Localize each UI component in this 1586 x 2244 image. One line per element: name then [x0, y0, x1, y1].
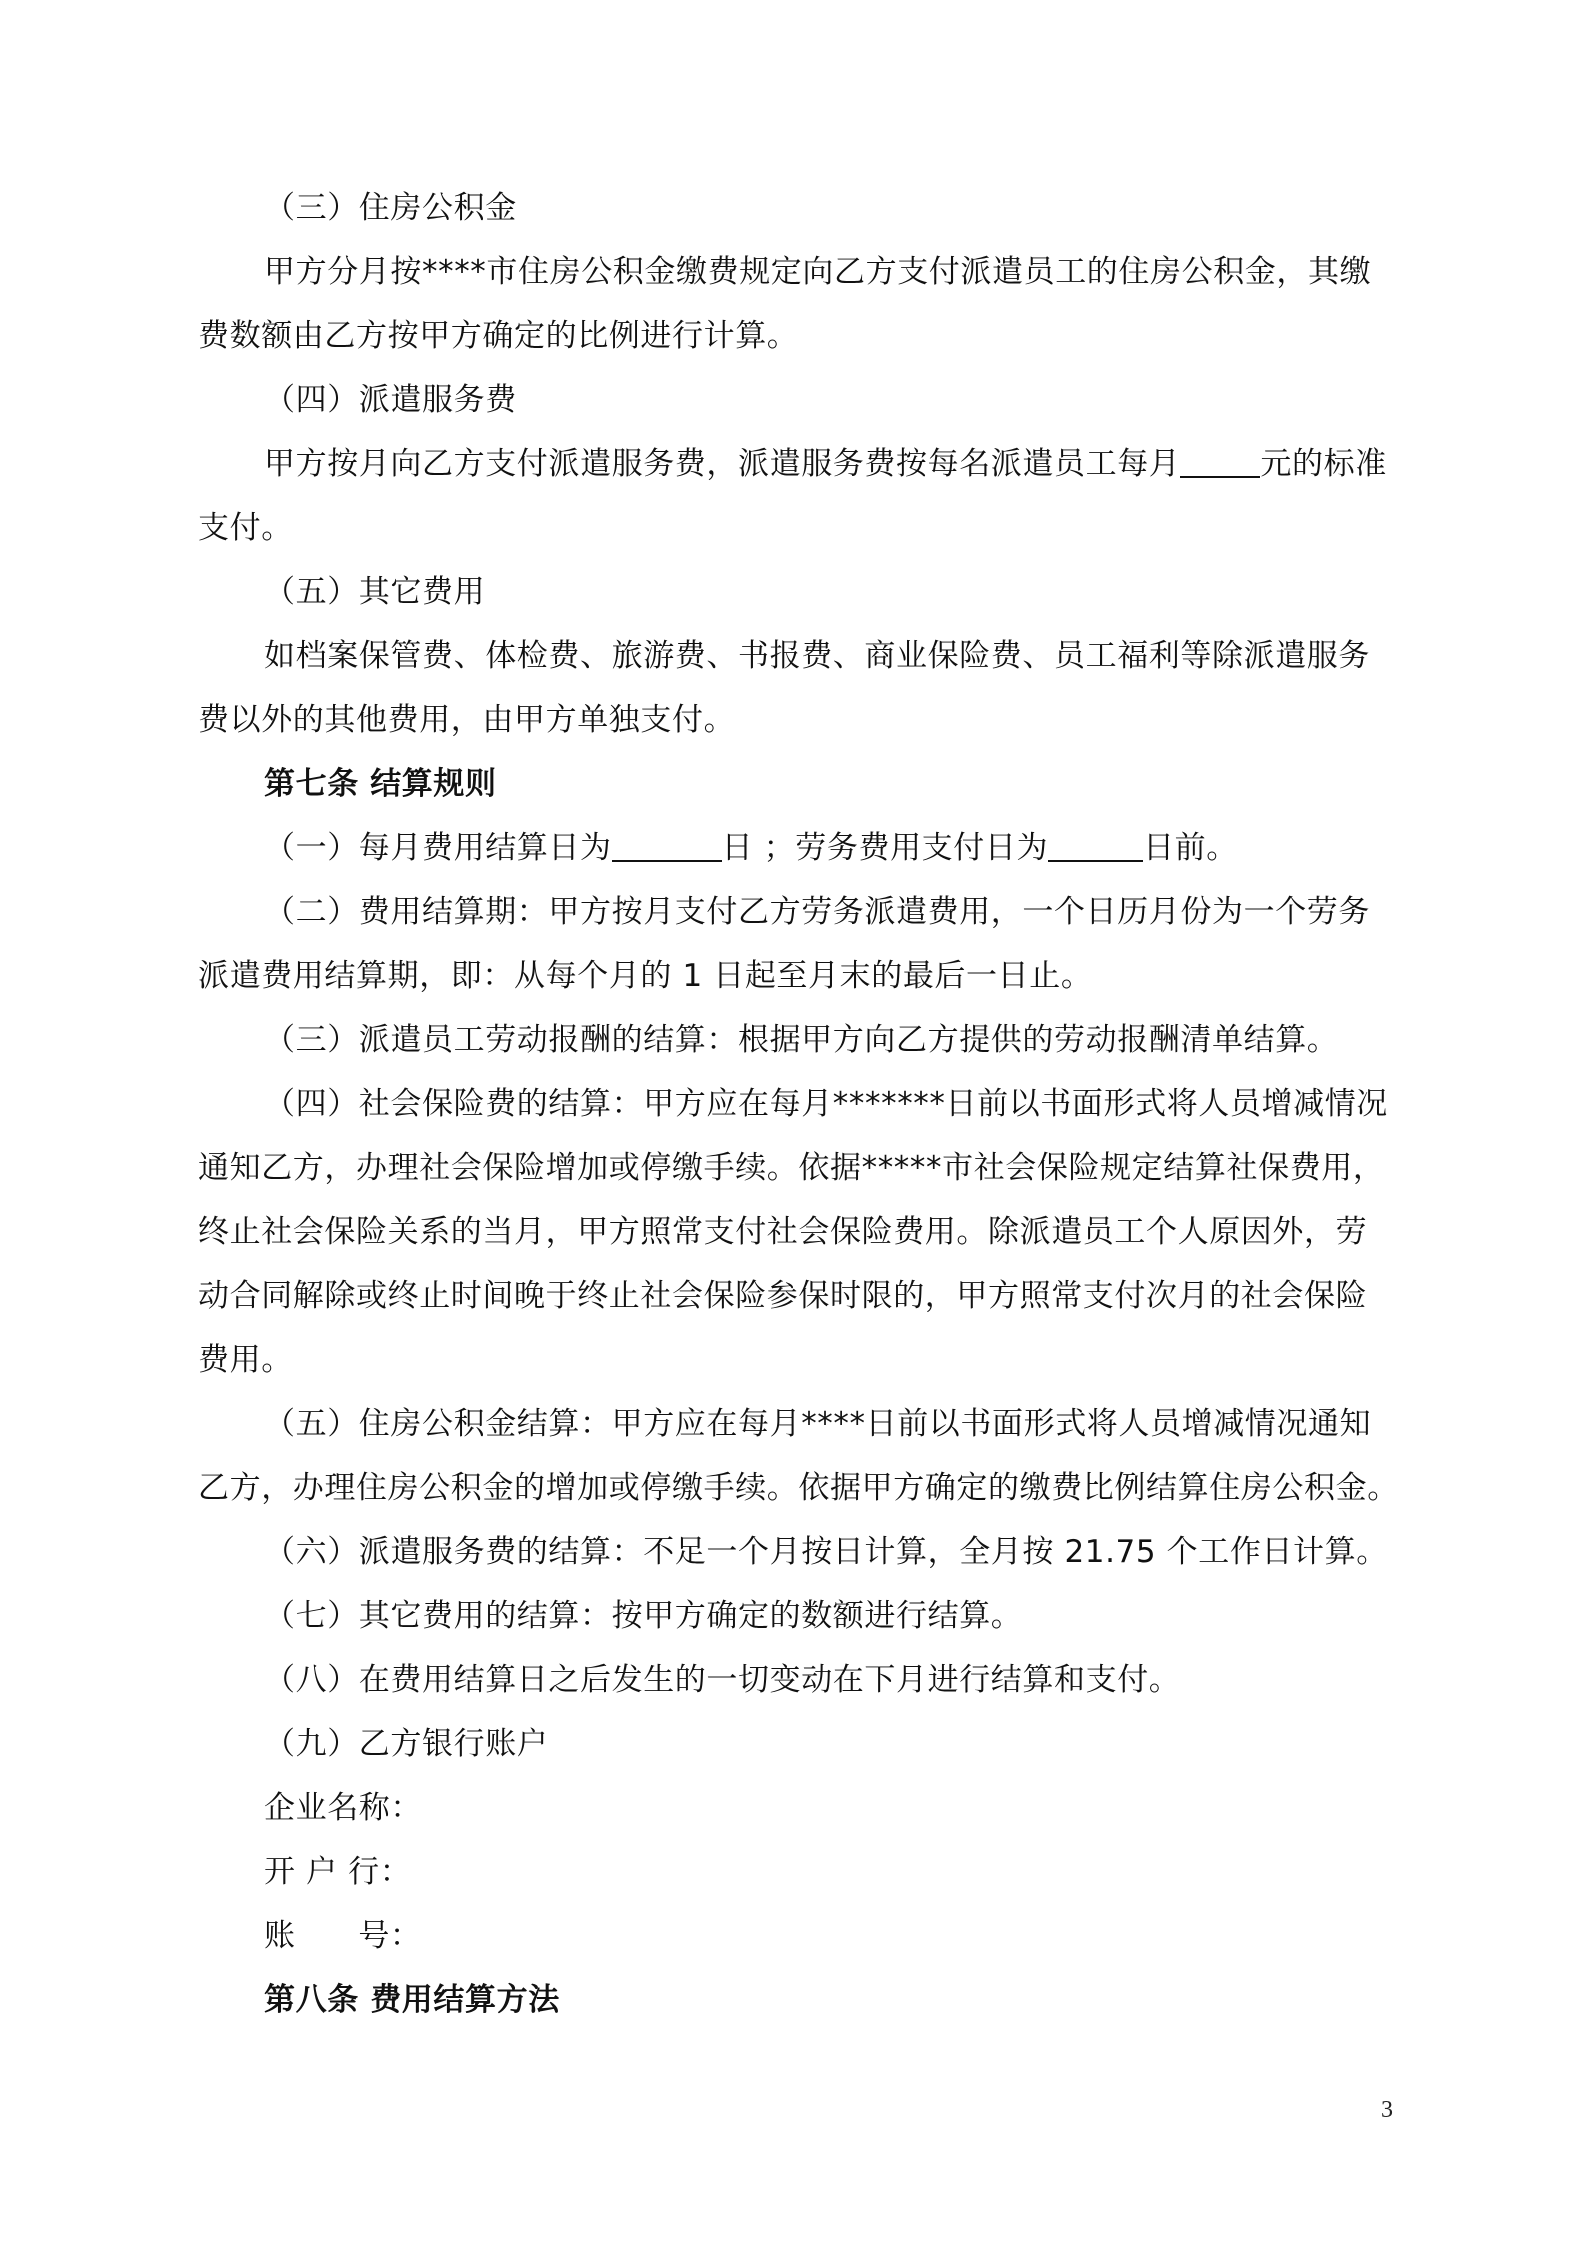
bank-account-label: 账 号： — [264, 1918, 422, 1954]
paragraph-line: （二）费用结算期：甲方按月支付乙方劳务派遣费用，一个日历月份为一个劳务 — [264, 894, 1370, 930]
text-segment: 元的标准 — [1260, 446, 1387, 482]
document-page — [198, 176, 1398, 2032]
paragraph-line: （三）派遣员工劳动报酬的结算：根据甲方向乙方提供的劳动报酬清单结算。 — [264, 1022, 1339, 1058]
paragraph-line — [198, 816, 1398, 880]
section-heading-other-fees: （五）其它费用 — [264, 574, 486, 610]
text-segment: 日 ；劳务费用支付日为 — [721, 830, 1049, 866]
paragraph-line: 终止社会保险关系的当月，甲方照常支付社会保险费用。除派遣员工个人原因外，劳 — [198, 1214, 1368, 1250]
paragraph-line: 费用。 — [198, 1342, 293, 1378]
paragraph-line: 费数额由乙方按甲方确定的比例进行计算。 — [198, 318, 799, 354]
text-segment: 甲方按月向乙方支付派遣服务费，派遣服务费按每名派遣员工每月 — [264, 446, 1181, 482]
paragraph-line: 动合同解除或终止时间晚于终止社会保险参保时限的，甲方照常支付次月的社会保险 — [198, 1278, 1368, 1314]
bank-name-label: 企业名称： — [264, 1790, 422, 1826]
paragraph-line: 如档案保管费、体检费、旅游费、书报费、商业保险费、员工福利等除派遣服务 — [264, 638, 1370, 674]
paragraph-line: （五）住房公积金结算：甲方应在每月****日前以书面形式将人员增减情况通知 — [264, 1406, 1372, 1442]
paragraph-line: （九）乙方银行账户 — [264, 1726, 549, 1762]
article-7-heading: 第七条 结算规则 — [264, 766, 497, 802]
paragraph-line: 甲方分月按****市住房公积金缴费规定向乙方支付派遣员工的住房公积金，其缴 — [264, 254, 1372, 290]
article-8-heading: 第八条 费用结算方法 — [264, 1982, 560, 2018]
paragraph-line: 支付。 — [198, 510, 293, 546]
paragraph-line: （七）其它费用的结算：按甲方确定的数额进行结算。 — [264, 1598, 1023, 1634]
fill-in-blank — [1180, 446, 1260, 478]
paragraph-line: （四）社会保险费的结算：甲方应在每月*******日前以书面形式将人员增减情况 — [264, 1086, 1388, 1122]
section-heading-dispatch-fee: （四）派遣服务费 — [264, 382, 517, 418]
text-segment: （一）每月费用结算日为 — [264, 830, 612, 866]
paragraph-line: 乙方，办理住房公积金的增加或停缴手续。依据甲方确定的缴费比例结算住房公积金。 — [198, 1470, 1399, 1506]
bank-branch-label: 开 户 行： — [264, 1854, 412, 1890]
text-segment: 日前。 — [1143, 830, 1238, 866]
paragraph-line — [198, 432, 1398, 496]
fill-in-blank — [612, 830, 722, 862]
section-heading-housing-fund: （三）住房公积金 — [264, 190, 517, 226]
paragraph-line: 费以外的其他费用，由甲方单独支付。 — [198, 702, 736, 738]
page-number: 3 — [1381, 2097, 1393, 2123]
paragraph-line: 通知乙方，办理社会保险增加或停缴手续。依据*****市社会保险规定结算社保费用， — [198, 1150, 1385, 1186]
paragraph-line: 派遣费用结算期，即：从每个月的 1 日起至月末的最后一日止。 — [198, 958, 1093, 994]
paragraph-line: （八）在费用结算日之后发生的一切变动在下月进行结算和支付。 — [264, 1662, 1181, 1698]
fill-in-blank — [1048, 830, 1143, 862]
paragraph-line: （六）派遣服务费的结算：不足一个月按日计算，全月按 21.75 个工作日计算。 — [264, 1534, 1388, 1570]
